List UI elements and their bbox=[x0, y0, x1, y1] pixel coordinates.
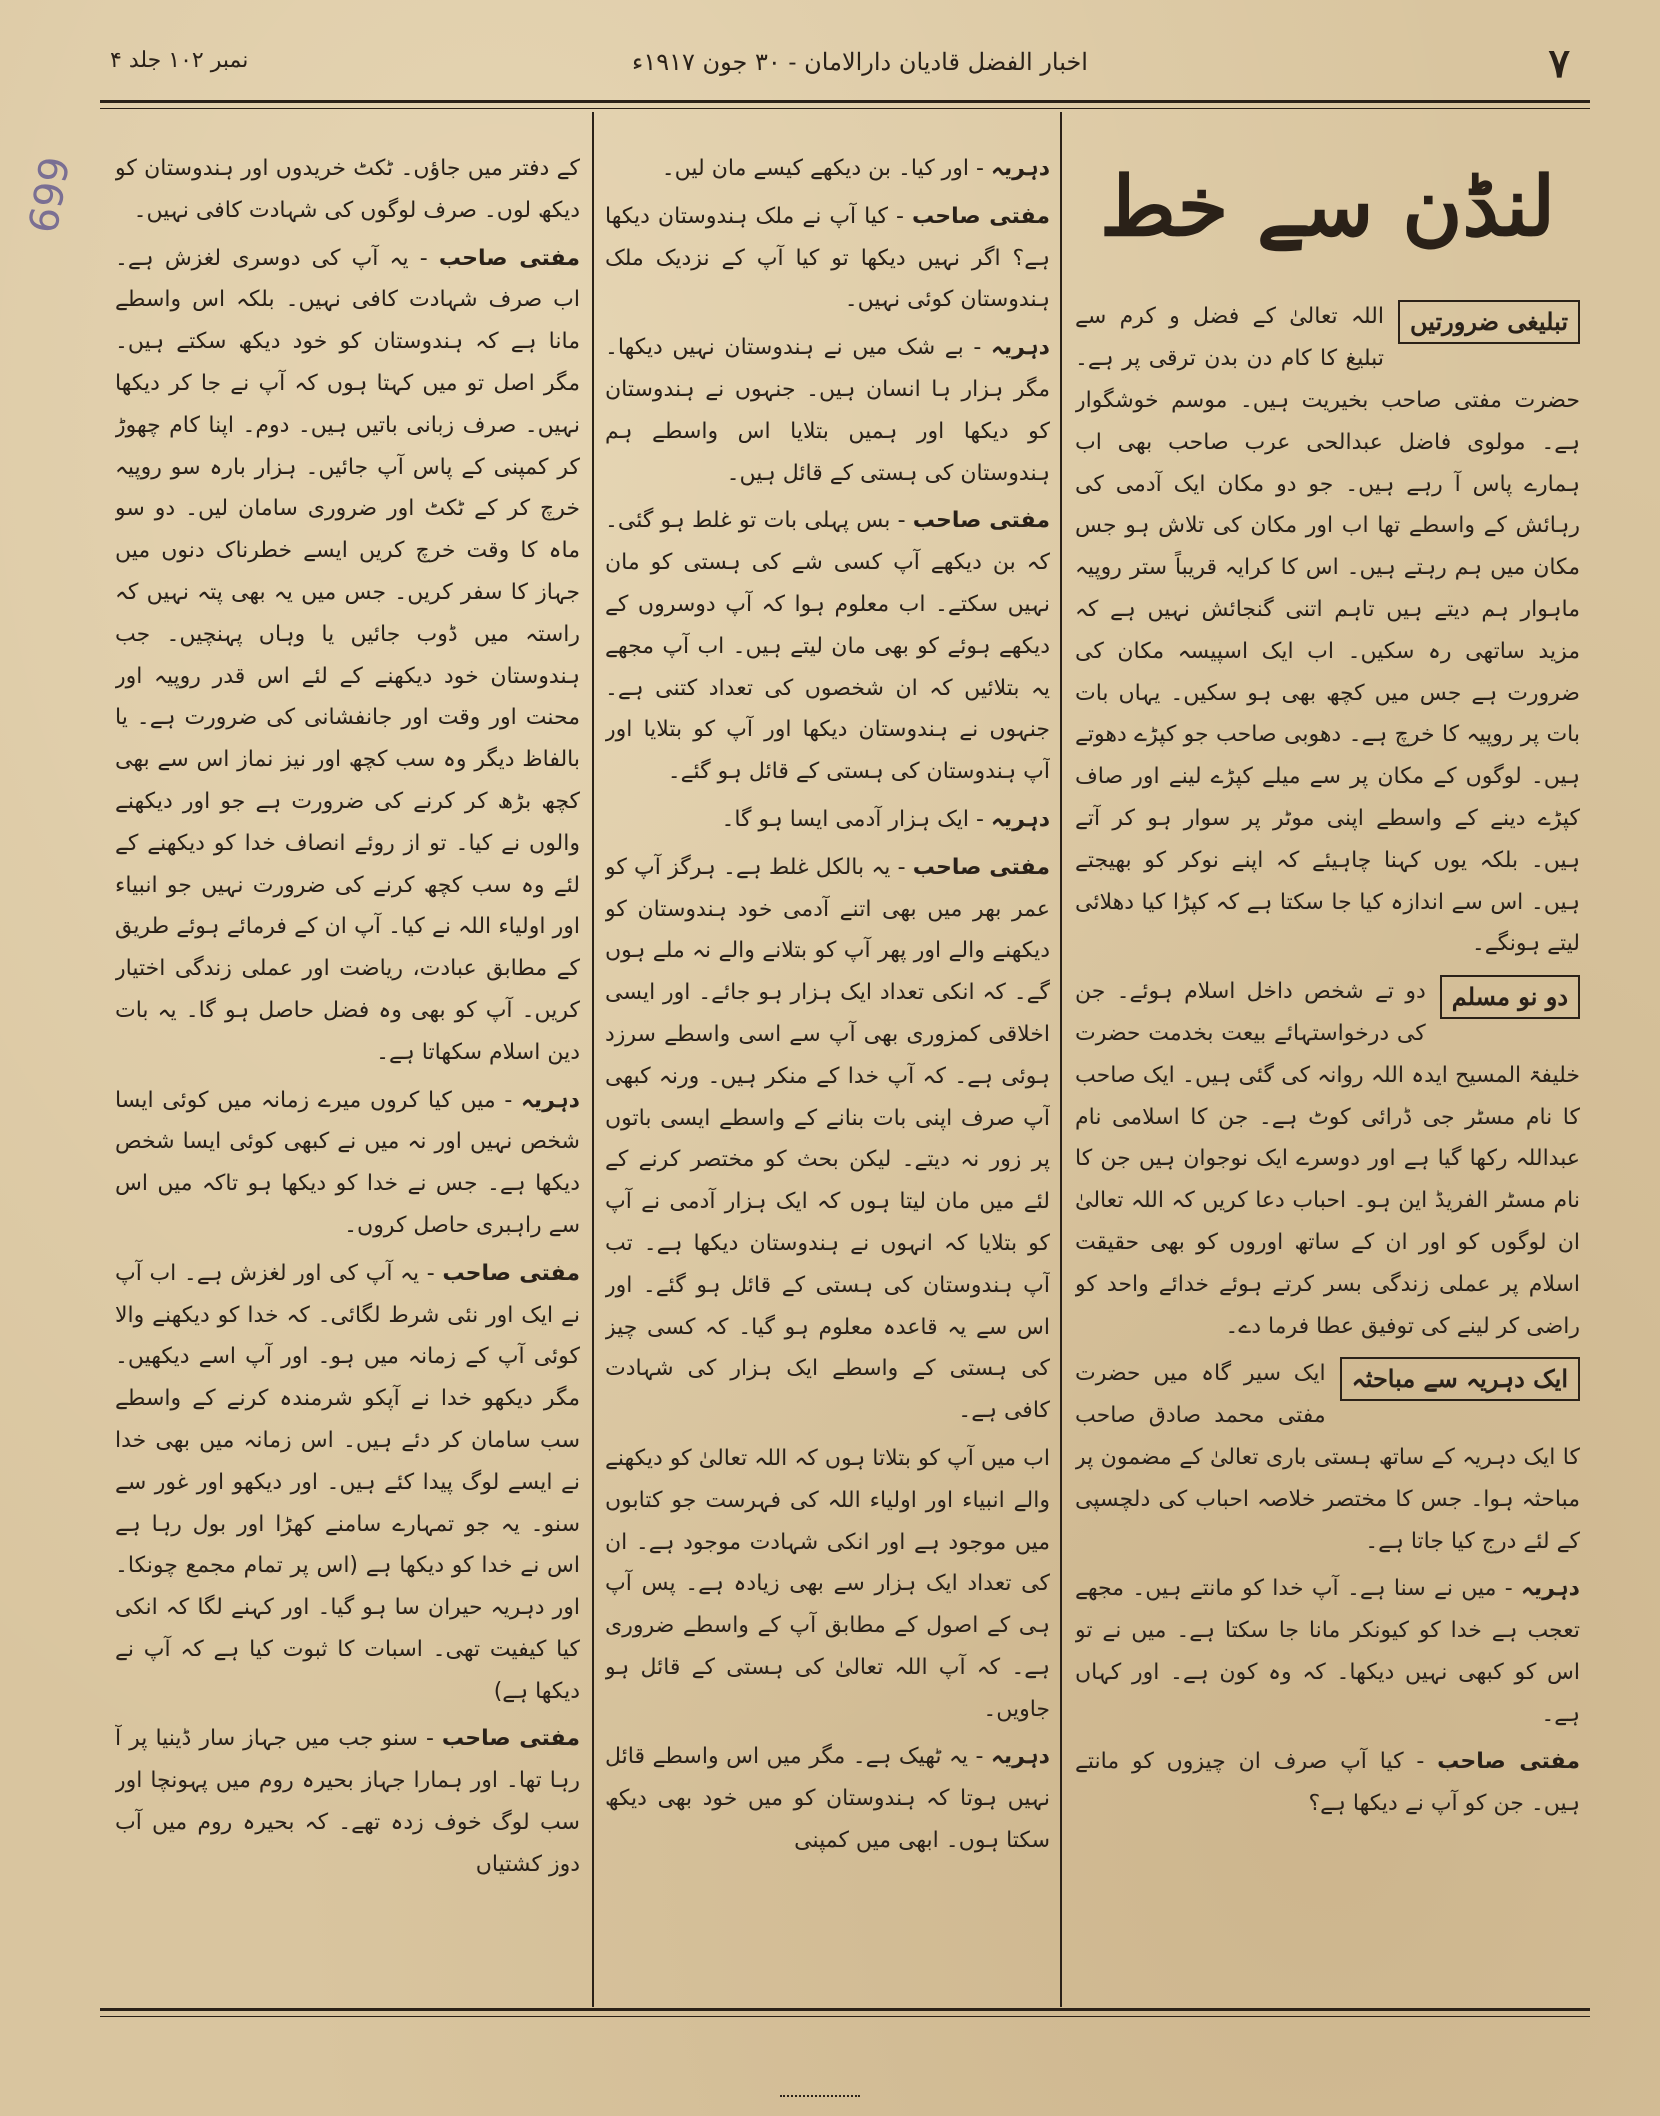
paragraph-text: یہ آپ کی اور لغزش ہے۔ اب آپ نے ایک اور نئی شرط لگائی۔ کہ خدا کو دیکھنے والا کوئی آپ کے زمانہ میں ہو۔ اور آپ اسے دیکھیں۔ مگر دیکھو خدا نے آپکو شرمندہ کرنے کے واسطے سب سامان کر دئے ہیں۔ اس زمانہ میں بھی خدا نے ایسے لوگ پیدا کئے ہیں۔ اور دیکھو اور غور سے سنو۔ یہ جو تمہارے سامنے کھڑا اور بول رہا ہے اس نے خدا کو دیکھا ہے (اس پر تمام مجمع چونکا۔ اور دہریہ حیران سا ہو گیا۔ اور کہنے لگا کہ انکی کیا کیفیت تھی۔ اسبات کا ثبوت کیا ہے کہ آپ نے دیکھا ہے) bbox=[115, 1260, 580, 1704]
paragraph-text: بے شک میں نے ہندوستان نہیں دیکھا۔ مگر ہزار ہا انسان ہیں۔ جنہوں نے ہندوستان کو دیکھا اور ہمیں بتلایا اس واسطے ہم ہندوستان کی ہستی کے قائل ہیں۔ bbox=[605, 335, 1050, 486]
paragraph-text: کیا آپ صرف ان چیزوں کو مانتے ہیں۔ جن کو آپ نے دیکھا ہے؟ bbox=[1075, 1749, 1580, 1817]
header-rule bbox=[100, 100, 1590, 103]
dialogue-paragraph: مفتی صاحب - یہ بالکل غلط ہے۔ ہرگز آپ کو عمر بھر میں بھی اتنے آدمی خود ہندوستان کو دیکھنے والے اور پھر آپ کو بتلانے والے نہ ملے ہوں گے۔ کہ انکی تعداد ایک ہزار ہو جائے۔ اور ایسی اخلاقی کمزوری بھی آپ سے اسی واسطے سرزد ہوئی ہے۔ کہ آپ خدا کے منکر ہیں۔ ورنہ کبھی آپ صرف اپنی بات بنانے کے واسطے ایسی باتوں پر زور نہ دیتے۔ لیکن بحث کو مختصر کرنے کے لئے میں مان لیتا ہوں کہ ایک ہزار آدمی نے آپ کو بتلایا کہ انہوں نے ہندوستان دیکھا ہے۔ تب آپ ہندوستان کی ہستی کے قائل ہو گئے۔ اور اس سے یہ قاعدہ معلوم ہو گیا۔ کہ کسی چیز کی ہستی کے واسطے ایک ہزار کی شہادت کافی ہے۔ bbox=[605, 854, 1050, 1424]
speaker-label: دہریہ bbox=[990, 1744, 1050, 1770]
dialogue-paragraph: مفتی صاحب - سنو جب میں جہاز سار ڈینیا پر آ رہا تھا۔ اور ہمارا جہاز بحیرہ روم میں پہونچا اور سب لوگ خوف زدہ تھے۔ کہ بحیرہ روم میں آب دوز کشتیاں bbox=[115, 1726, 580, 1877]
dialogue-paragraph: مفتی صاحب - کیا آپ صرف ان چیزوں کو مانتے ہیں۔ جن کو آپ نے دیکھا ہے؟ bbox=[1075, 1749, 1580, 1817]
dialogue-paragraph: دہریہ - میں کیا کروں میرے زمانہ میں کوئی ایسا شخص نہیں اور نہ میں نے کبھی کوئی ایسا شخص دیکھا ہے۔ جس نے خدا کو دیکھا ہو تاکہ میں اس سے راہبری حاصل کروں۔ bbox=[115, 1087, 580, 1238]
speaker-label: مفتی صاحب bbox=[912, 854, 1050, 880]
paragraph-text: کیا آپ نے ملک ہندوستان دیکھا ہے؟ اگر نہیں دیکھا تو کیا آپ کے نزدیک ملک ہندوستان کوئی نہیں۔ bbox=[605, 203, 1050, 313]
dialogue-paragraph: دہریہ - بے شک میں نے ہندوستان نہیں دیکھا۔ مگر ہزار ہا انسان ہیں۔ جنہوں نے ہندوستان کو دیکھا اور ہمیں بتلایا اس واسطے ہم ہندوستان کی ہستی کے قائل ہیں۔ bbox=[605, 335, 1050, 486]
paragraph-text: میں نے سنا ہے۔ آپ خدا کو مانتے ہیں۔ مجھے تعجب ہے خدا کو کیونکر مانا جا سکتا ہے۔ میں نے تو اس کو کبھی نہیں دیکھا۔ کہ وہ کون ہے۔ اور کہاں ہے۔ bbox=[1075, 1576, 1580, 1727]
column-left bbox=[115, 148, 580, 1978]
speaker-label: مفتی صاحب bbox=[1437, 1749, 1580, 1775]
handwritten-margin-note: 699 bbox=[20, 153, 80, 237]
paragraph-text: اب میں آپ کو بتلاتا ہوں کہ اللہ تعالیٰ کو دیکھنے والے انبیاء اور اولیاء اللہ کی فہرست جو کتابوں میں موجود ہے اور انکی شہادت موجود ہے۔ ان کی تعداد ایک ہزار سے بھی زیادہ ہے۔ پس آپ ہی کے اصول کے مطابق آپ کے واسطے ضروری ہے۔ کہ آپ اللہ تعالیٰ کی ہستی کے قائل ہو جاویں۔ bbox=[605, 1445, 1050, 1722]
dialogue-paragraph: مفتی صاحب - کیا آپ نے ملک ہندوستان دیکھا ہے؟ اگر نہیں دیکھا تو کیا آپ کے نزدیک ملک ہندوستان کوئی نہیں۔ bbox=[605, 203, 1050, 313]
issue-reference: نمبر ۱۰۲ جلد ۴ bbox=[110, 48, 249, 73]
body-paragraph bbox=[605, 1438, 1050, 1731]
speaker-label: دہریہ bbox=[1520, 1576, 1580, 1602]
speaker-label: مفتی صاحب bbox=[911, 203, 1050, 229]
paragraph-text: یہ ٹھیک ہے۔ مگر میں اس واسطے قائل نہیں ہوتا کہ ہندوستان کو میں خود بھی دیکھ سکتا ہوں۔ ابھی میں کمپنی bbox=[605, 1744, 1050, 1854]
column-divider-left bbox=[592, 112, 594, 2007]
dialogue-paragraph: دہریہ - میں نے سنا ہے۔ آپ خدا کو مانتے ہیں۔ مجھے تعجب ہے خدا کو کیونکر مانا جا سکتا ہے۔ میں نے تو اس کو کبھی نہیں دیکھا۔ کہ وہ کون ہے۔ اور کہاں ہے۔ bbox=[1075, 1576, 1580, 1727]
paragraph-text: اور کیا۔ بن دیکھے کیسے مان لیں۔ bbox=[661, 156, 970, 181]
speaker-label: دہریہ bbox=[990, 806, 1050, 832]
speaker-label: دہریہ bbox=[990, 156, 1050, 181]
newspaper-title-dateline: اخبار الفضل قادیان دارالامان - ۳۰ جون ۱۹۱۷ء bbox=[632, 48, 1088, 76]
dialogue-paragraph: دہریہ - ایک ہزار آدمی ایسا ہو گا۔ bbox=[721, 806, 1050, 832]
side-heading: ایک دہریہ سے مباحثہ bbox=[1340, 1357, 1580, 1401]
page-number: ۷ bbox=[1548, 40, 1570, 87]
paragraph-text: اللہ تعالیٰ کے فضل و کرم سے تبلیغ کا کام دن بدن ترقی پر ہے۔ حضرت مفتی صاحب بخیریت ہیں۔ موسم خوشگوار ہے۔ مولوی فاضل عبدالحی عرب صاحب بھی اب ہمارے پاس آ رہے ہیں۔ جو دو مکان ایک آدمی کی رہائش کے واسطے تھا اب اور مکان کی تلاش ہو جس مکان میں ہم رہتے ہیں۔ اس کا کرایہ قریباً ستر روپیہ ماہوار ہم دیتے ہیں تاہم اتنی گنجائش نہیں ہے کہ مزید ساتھی رہ سکیں۔ اب ایک اسپیسہ مکان کی ضرورت ہے جس میں کچھ بھی ہو سکیں۔ یہاں بات بات پر روپیہ کا خرچ ہے۔ دھوبی صاحب جو کپڑے دھوتے ہیں۔ لوگوں کے مکان پر سے میلے کپڑے لینے اور صاف کپڑے دینے کے واسطے اپنی موٹر پر سوار ہو کر آتے ہیں۔ بلکہ یوں کہنا چاہیئے کہ اپنے نوکر کو بھیجتے ہیں۔ اس سے اندازہ کیا جا سکتا ہے کہ کپڑا کیا دھلائی لیتے ہونگے۔ bbox=[1075, 304, 1580, 957]
speaker-label: دہریہ bbox=[990, 335, 1050, 361]
section-paragraph bbox=[1075, 1353, 1580, 1562]
column-divider-right bbox=[1060, 112, 1062, 2007]
paragraph-text: ایک سیر گاہ میں حضرت مفتی محمد صادق صاحب کا ایک دہریہ کے ساتھ ہستی باری تعالیٰ کے مضمون پر مباحثہ ہوا۔ جس کا مختصر خلاصہ احباب کی دلچسپی کے لئے درج کیا جاتا ہے۔ bbox=[1075, 1361, 1580, 1554]
paragraph-text: یہ آپ کی دوسری لغزش ہے۔ اب صرف شہادت کافی نہیں۔ بلکہ اس واسطے مانا ہے کہ ہندوستان کو خود دیکھ سکتے ہیں۔ مگر اصل تو میں کہتا ہوں کہ آپ نے جا کر دیکھا نہیں۔ صرف زبانی باتیں ہیں۔ دوم۔ اپنا کام چھوڑ کر کمپنی کے پاس آپ جائیں۔ ہزار بارہ سو روپیہ خرچ کر کے ٹکٹ اور ضروری سامان لیں۔ دو سو ماہ کا وقت خرچ کریں ایسے خطرناک دنوں میں جہاز کا سفر کریں۔ جس میں یہ بھی پتہ نہیں کہ راستہ میں ڈوب جائیں یا وہاں پہنچیں۔ جب ہندوستان خود دیکھنے کے لئے اس قدر روپیہ اور محنت اور وقت اور جانفشانی کی ضرورت ہے۔ یا بالفاظ دیگر وہ سب کچھ اور نیز نماز اس سے بھی کچھ بڑھ کر کرنے کی ضرورت ہے جو اور دیکھنے والوں نے کیا۔ تو از روئے انصاف خدا کو دیکھنے کے لئے وہ سب کچھ کرنے کی ضرورت نہیں جو انبیاء اور اولیاء اللہ نے کیا۔ آپ ان کے فرمائے ہوئے طریق کے مطابق عبادت، ریاضت اور عملی زندگی اختیار کریں۔ آپ کو بھی وہ فضل حاصل ہو گا۔ یہ بات دین اسلام سکھاتا ہے۔ bbox=[115, 245, 580, 1065]
footer-rule-thin bbox=[100, 2016, 1590, 2017]
footer-ornament bbox=[780, 2095, 860, 2105]
column-middle bbox=[605, 148, 1050, 1978]
footer-rule bbox=[100, 2008, 1590, 2011]
speaker-label: مفتی صاحب bbox=[912, 508, 1050, 534]
paragraph-text: دو تے شخص داخل اسلام ہوئے۔ جن کی درخواستہائے بیعت بخدمت حضرت خلیفۃ المسیح ایدہ اللہ روانہ کی گئی ہیں۔ ایک صاحب کا نام مسٹر جی ڈرائی کوٹ ہے۔ جن کا اسلامی نام عبداللہ رکھا گیا ہے اور دوسرے ایک نوجوان ہیں جن کا نام مسٹر الفریڈ این ہو۔ احباب دعا کریں کہ اللہ تعالیٰ ان لوگوں کو اور ان کے ساتھ اوروں کو بھی حقیقت اسلام پر عملی زندگی بسر کرتے ہوئے خدائے واحد کو راضی کر لینے کی توفیق عطا فرما دے۔ bbox=[1075, 979, 1580, 1339]
dialogue-paragraph: دہریہ - یہ ٹھیک ہے۔ مگر میں اس واسطے قائل نہیں ہوتا کہ ہندوستان کو میں خود بھی دیکھ سکتا ہوں۔ ابھی میں کمپنی bbox=[605, 1744, 1050, 1854]
speaker-label: دہریہ bbox=[520, 1087, 580, 1113]
side-heading: دو نو مسلم bbox=[1440, 975, 1580, 1019]
speaker-label: مفتی صاحب bbox=[438, 245, 580, 271]
dialogue-paragraph: مفتی صاحب - یہ آپ کی دوسری لغزش ہے۔ اب صرف شہادت کافی نہیں۔ بلکہ اس واسطے مانا ہے کہ ہندوستان کو خود دیکھ سکتے ہیں۔ مگر اصل تو میں کہتا ہوں کہ آپ نے جا کر دیکھا نہیں۔ صرف زبانی باتیں ہیں۔ دوم۔ اپنا کام چھوڑ کر کمپنی کے پاس آپ جائیں۔ ہزار بارہ سو روپیہ خرچ کر کے ٹکٹ اور ضروری سامان لیں۔ دو سو ماہ کا وقت خرچ کریں ایسے خطرناک دنوں میں جہاز کا سفر کریں۔ جس میں یہ بھی پتہ نہیں کہ راستہ میں ڈوب جائیں یا وہاں پہنچیں۔ جب ہندوستان خود دیکھنے کے لئے اس قدر روپیہ اور محنت اور وقت اور جانفشانی کی ضرورت ہے۔ یا بالفاظ دیگر وہ سب کچھ اور نیز نماز اس سے بھی کچھ بڑھ کر کرنے کی ضرورت ہے جو اور دیکھنے والوں نے کیا۔ تو از روئے انصاف خدا کو دیکھنے کے لئے وہ سب کچھ کرنے کی ضرورت نہیں جو انبیاء اور اولیاء اللہ نے کیا۔ آپ ان کے فرمائے ہوئے طریق کے مطابق عبادت، ریاضت اور عملی زندگی اختیار کریں۔ آپ کو بھی وہ فضل حاصل ہو گا۔ یہ بات دین اسلام سکھاتا ہے۔ bbox=[115, 245, 580, 1065]
article-headline: لنڈن سے خط bbox=[1099, 159, 1556, 255]
paragraph-text: یہ بالکل غلط ہے۔ ہرگز آپ کو عمر بھر میں بھی اتنے آدمی خود ہندوستان کو دیکھنے والے اور پھر آپ کو بتلانے والے نہ ملے ہوں گے۔ کہ انکی تعداد ایک ہزار ہو جائے۔ اور ایسی اخلاقی کمزوری بھی آپ سے اسی واسطے سرزد ہوئی ہے۔ کہ آپ خدا کے منکر ہیں۔ ورنہ کبھی آپ صرف اپنی بات بنانے کے واسطے ایسی باتوں پر زور نہ دیتے۔ لیکن بحث کو مختصر کرنے کے لئے میں مان لیتا ہوں کہ ایک ہزار آدمی نے آپ کو بتلایا کہ انہوں نے ہندوستان دیکھا ہے۔ تب آپ ہندوستان کی ہستی کے قائل ہو گئے۔ اور اس سے یہ قاعدہ معلوم ہو گیا۔ کہ کسی چیز کی ہستی کے واسطے ایک ہزار کی شہادت کافی ہے۔ bbox=[605, 854, 1050, 1424]
side-heading: تبلیغی ضرورتیں bbox=[1398, 300, 1580, 344]
speaker-label: مفتی صاحب bbox=[442, 1260, 580, 1286]
body-paragraph bbox=[115, 148, 580, 232]
paragraph-text: سنو جب میں جہاز سار ڈینیا پر آ رہا تھا۔ اور ہمارا جہاز بحیرہ روم میں پہونچا اور سب لوگ خوف زدہ تھے۔ کہ بحیرہ روم میں آب دوز کشتیاں bbox=[115, 1726, 580, 1877]
dialogue-paragraph: مفتی صاحب - بس پہلی بات تو غلط ہو گئی۔ کہ بن دیکھے آپ کسی شے کی ہستی کو مان نہیں سکتے۔ اب معلوم ہوا کہ آپ دوسروں کے دیکھے ہوئے کو بھی مان لیتے ہیں۔ اب آپ مجھے یہ بتلائیں کہ ان شخصوں کی تعداد کتنی ہے۔ جنہوں نے ہندوستان دیکھا اور آپ کو بتلایا اور آپ ہندوستان کی ہستی کے قائل ہو گئے۔ bbox=[605, 508, 1050, 785]
paragraph-text: میں کیا کروں میرے زمانہ میں کوئی ایسا شخص نہیں اور نہ میں نے کبھی کوئی ایسا شخص دیکھا ہے۔ جس نے خدا کو دیکھا ہو تاکہ میں اس سے راہبری حاصل کروں۔ bbox=[115, 1087, 580, 1238]
paragraph-text: ایک ہزار آدمی ایسا ہو گا۔ bbox=[721, 806, 970, 832]
section-paragraph bbox=[1075, 971, 1580, 1347]
paragraph-text: بس پہلی بات تو غلط ہو گئی۔ کہ بن دیکھے آپ کسی شے کی ہستی کو مان نہیں سکتے۔ اب معلوم ہوا کہ آپ دوسروں کے دیکھے ہوئے کو بھی مان لیتے ہیں۔ اب آپ مجھے یہ بتلائیں کہ ان شخصوں کی تعداد کتنی ہے۔ جنہوں نے ہندوستان دیکھا اور آپ کو بتلایا اور آپ ہندوستان کی ہستی کے قائل ہو گئے۔ bbox=[605, 508, 1050, 785]
speaker-label: مفتی صاحب bbox=[441, 1726, 580, 1752]
column-right bbox=[1075, 148, 1580, 1978]
section-paragraph bbox=[1075, 296, 1580, 965]
dialogue-paragraph: مفتی صاحب - یہ آپ کی اور لغزش ہے۔ اب آپ نے ایک اور نئی شرط لگائی۔ کہ خدا کو دیکھنے والا کوئی آپ کے زمانہ میں ہو۔ اور آپ اسے دیکھیں۔ مگر دیکھو خدا نے آپکو شرمندہ کرنے کے واسطے سب سامان کر دئے ہیں۔ اس زمانہ میں بھی خدا نے ایسے لوگ پیدا کئے ہیں۔ اور دیکھو اور غور سے سنو۔ یہ جو تمہارے سامنے کھڑا اور بول رہا ہے اس نے خدا کو دیکھا ہے (اس پر تمام مجمع چونکا۔ اور دہریہ حیران سا ہو گیا۔ اور کہنے لگا کہ انکی کیا کیفیت تھی۔ اسبات کا ثبوت کیا ہے کہ آپ نے دیکھا ہے) bbox=[115, 1260, 580, 1704]
dialogue-paragraph: دہریہ - اور کیا۔ بن دیکھے کیسے مان لیں۔ bbox=[661, 156, 1050, 181]
paragraph-text: کے دفتر میں جاؤں۔ ٹکٹ خریدوں اور ہندوستان کو دیکھ لوں۔ صرف لوگوں کی شہادت کافی نہیں۔ bbox=[115, 156, 580, 223]
header-rule-thin bbox=[100, 108, 1590, 109]
page-header bbox=[110, 40, 1590, 90]
